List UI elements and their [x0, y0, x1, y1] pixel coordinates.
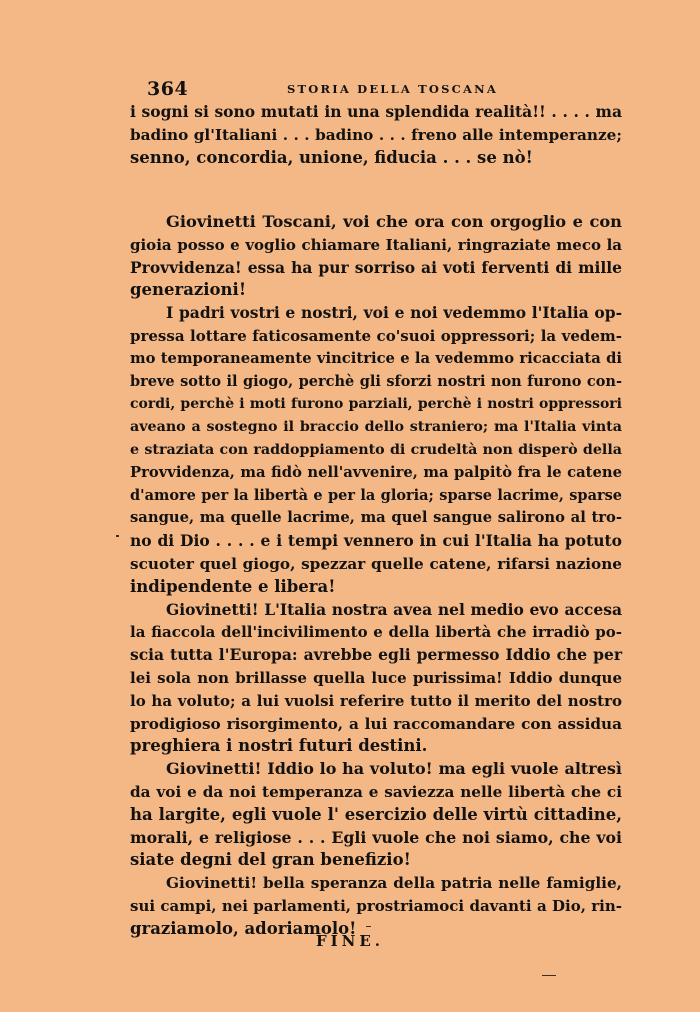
- print-speck: [116, 535, 119, 537]
- print-speck: [366, 926, 371, 927]
- text-line: d'amore per la libertà e per la gloria; sparse lacrime, sparse: [130, 486, 622, 504]
- text-line: sui campi, nei parlamenti, prostriamoci davanti a Dio, rin-: [130, 896, 622, 915]
- text-line: graziamolo, adoriamolo!: [130, 918, 357, 938]
- text-line: Giovinetti! bella speranza della patria nelle famiglie,: [166, 874, 622, 893]
- text-line: Provvidenza! essa ha pur sorriso ai voti ferventi di mille: [130, 257, 622, 277]
- text-line: breve sotto il giogo, perchè gli sforzi nostri non furono con-: [130, 372, 622, 390]
- text-line: generazioni!: [130, 280, 247, 300]
- text-line: Giovinetti Toscani, voi che ora con orgoglio e con: [166, 212, 622, 231]
- text-line: no di Dio . . . . e i tempi vennero in cui l'Italia ha potuto: [130, 531, 622, 551]
- text-line: pressa lottare faticosamente co'suoi oppressori; la vedem-: [130, 326, 622, 345]
- running-title: STORIA DELLA TOSCANA: [287, 82, 498, 96]
- text-line: scia tutta l'Europa: avrebbe egli permesso Iddio che per: [130, 645, 622, 665]
- text-line: mo temporaneamente vincitrice e la vedemmo ricacciata di: [130, 349, 622, 367]
- text-line: lo ha voluto; a lui vuolsi referire tutto il merito del nostro: [130, 691, 622, 710]
- text-line: la fiaccola dell'incivilimento e della libertà che irradiò po-: [130, 623, 622, 642]
- page-number: 364: [147, 78, 189, 100]
- text-line: ha largite, egli vuole l' esercizio delle virtù cittadine,: [130, 804, 622, 824]
- text-line: Giovinetti! L'Italia nostra avea nel medio evo accesa: [166, 599, 622, 619]
- text-line: siate degni del gran benefizio!: [130, 850, 411, 870]
- text-line: morali, e religiose . . . Egli vuole che noi siamo, che voi: [130, 827, 622, 847]
- text-line: cordi, perchè i moti furono parziali, perchè i nostri oppressori: [130, 396, 622, 413]
- text-line: Giovinetti! Iddio lo ha voluto! ma egli vuole altresì: [166, 759, 622, 779]
- text-line: sangue, ma quelle lacrime, ma quel sangue salirono al tro-: [130, 509, 622, 527]
- ending-text: FINE.: [315, 932, 385, 950]
- text-line: gioia posso e voglio chiamare Italiani, ringraziate meco la: [130, 235, 622, 254]
- text-line: e straziata con raddoppiamento di crudeltà non disperò della: [130, 441, 622, 458]
- print-speck: [542, 975, 556, 976]
- text-line: i sogni si sono mutati in una splendida realità!! . . . . ma: [130, 102, 622, 121]
- text-line: Provvidenza, ma fidò nell'avvenire, ma palpitò fra le catene: [130, 463, 622, 481]
- text-line: prodigioso risorgimento, a lui raccomandare con assidua: [130, 714, 622, 733]
- text-line: scuoter quel giogo, spezzar quelle catene, rifarsi nazione: [130, 554, 622, 573]
- intro-text: [130, 101, 622, 169]
- text-line: indipendente e libera!: [130, 576, 336, 596]
- text-line: senno, concordia, unione, fiducia . . . se nò!: [130, 147, 533, 167]
- text-line: da voi e da noi temperanza e saviezza nelle libertà che ci: [130, 782, 622, 801]
- text-line: preghiera i nostri futuri destini.: [130, 736, 428, 756]
- text-line: I padri vostri e nostri, voi e noi vedemmo l'Italia op-: [166, 303, 622, 323]
- text-line: aveano a sostegno il braccio dello straniero; ma l'Italia vinta: [130, 419, 622, 436]
- text-line: badino gl'Italiani . . . badino . . . freno alle intemperanze;: [130, 125, 622, 144]
- body-text: [130, 211, 622, 941]
- text-line: lei sola non brillasse quella luce purissima! Iddio dunque: [130, 668, 622, 687]
